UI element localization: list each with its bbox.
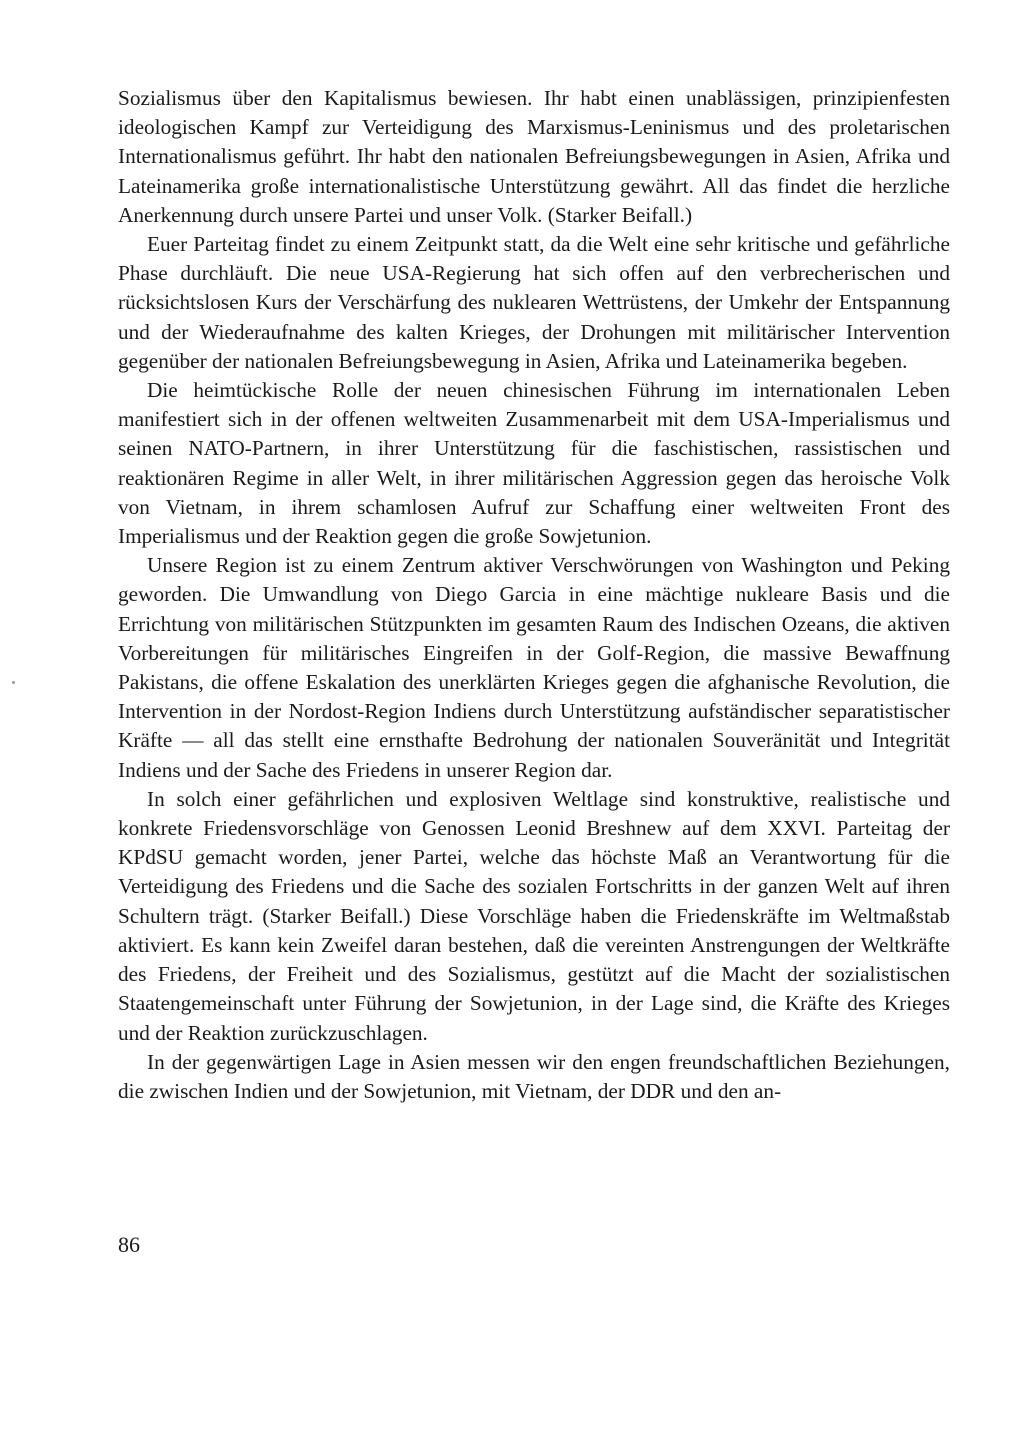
body-text [118, 84, 950, 1106]
paragraph-asia-situation: In der gegenwärtigen Lage in Asien messen wir den engen freundschaftlichen Beziehungen, die zwischen Indien und der Sowjetunion, mit Vietnam, der DDR und den an- [118, 1049, 950, 1103]
page-number: 86 [118, 1232, 140, 1257]
paragraph-region: Unsere Region ist zu einem Zentrum aktiver Verschwörungen von Washington und Peking geworden. Die Umwandlung von Diego Garcia in eine mächtige nukleare Basis und die Errichtung von militärischen Stützpunkten im gesamten Raum des Indischen Ozeans, die aktiven Vorbereitungen für militärisches Eingreifen in der Golf-Region, die massive Bewaffnung Pakistans, die offene Eskalation des unerklärten Krieges gegen die afghanische Revolution, die Intervention in der Nordost-Region Indiens durch Unterstützung aufständischer separatistischer Kräfte — all das stellt eine ernsthafte Bedrohung der nationalen Souveränität und Integrität Indiens und der Sache des Friedens in unserer Region dar. [118, 553, 950, 782]
paragraph-party-congress: Euer Parteitag findet zu einem Zeitpunkt statt, da die Welt eine sehr kritische und gefährliche Phase durchläuft. Die neue USA-Regierung hat sich offen auf den verbrecherischen und rücksichtslosen Kurs der Verschärfung des nuklearen Wettrüstens, der Umkehr der Entspannung und der Wiederaufnahme des kalten Krieges, der Drohungen mit militärischer Intervention gegenüber der nationalen Befreiungsbewegung in Asien, Afrika und Lateinamerika begeben. [118, 232, 950, 373]
paragraph-peace-proposals: In solch einer gefährlichen und explosiven Weltlage sind konstruktive, realistische und konkrete Friedensvorschläge von Genossen Leonid Breshnew auf dem XXVI. Parteitag der KPdSU gemacht worden, jener Partei, welche das höchste Maß an Verantwortung für die Verteidigung des Friedens und die Sache des sozialen Fortschritts in der ganzen Welt auf ihren Schultern trägt. (Starker Beifall.) Diese Vorschläge haben die Friedenskräfte im Weltmaßstab aktiviert. Es kann kein Zweifel daran bestehen, daß die vereinten Anstrengungen der Weltkräfte des Friedens, der Freiheit und des Sozialismus, gestützt auf die Macht der sozialistischen Staatengemeinschaft unter Führung der Sowjetunion, in der Lage sind, die Kräfte des Krieges und der Reaktion zurückzuschlagen. [118, 786, 950, 1045]
margin-speck [12, 681, 15, 684]
paragraph-continuation: Sozialismus über den Kapitalismus bewiesen. Ihr habt einen unablässigen, prinzipienfesten ideologischen Kampf zur Verteidigung des Marxismus-Leninismus und des proletarischen Internationalismus geführt. Ihr habt den nationalen Befreiungsbewegungen in Asien, Afrika und Lateinamerika große internationalistische Unterstützung gewährt. All das findet die herzliche Anerkennung durch unsere Partei und unser Volk. (Starker Beifall.) [118, 86, 950, 227]
paragraph-chinese-leadership: Die heimtückische Rolle der neuen chinesischen Führung im internationalen Leben manifestiert sich in der offenen weltweiten Zusammenarbeit mit dem USA-Imperialismus und seinen NATO-Partnern, in ihrer Unterstützung für die faschistischen, rassistischen und reaktionären Regime in aller Welt, in ihrer militärischen Aggression gegen das heroische Volk von Vietnam, in ihrem schamlosen Aufruf zur Schaffung einer weltweiten Front des Imperialismus und der Reaktion gegen die große Sowjetunion. [118, 378, 950, 549]
